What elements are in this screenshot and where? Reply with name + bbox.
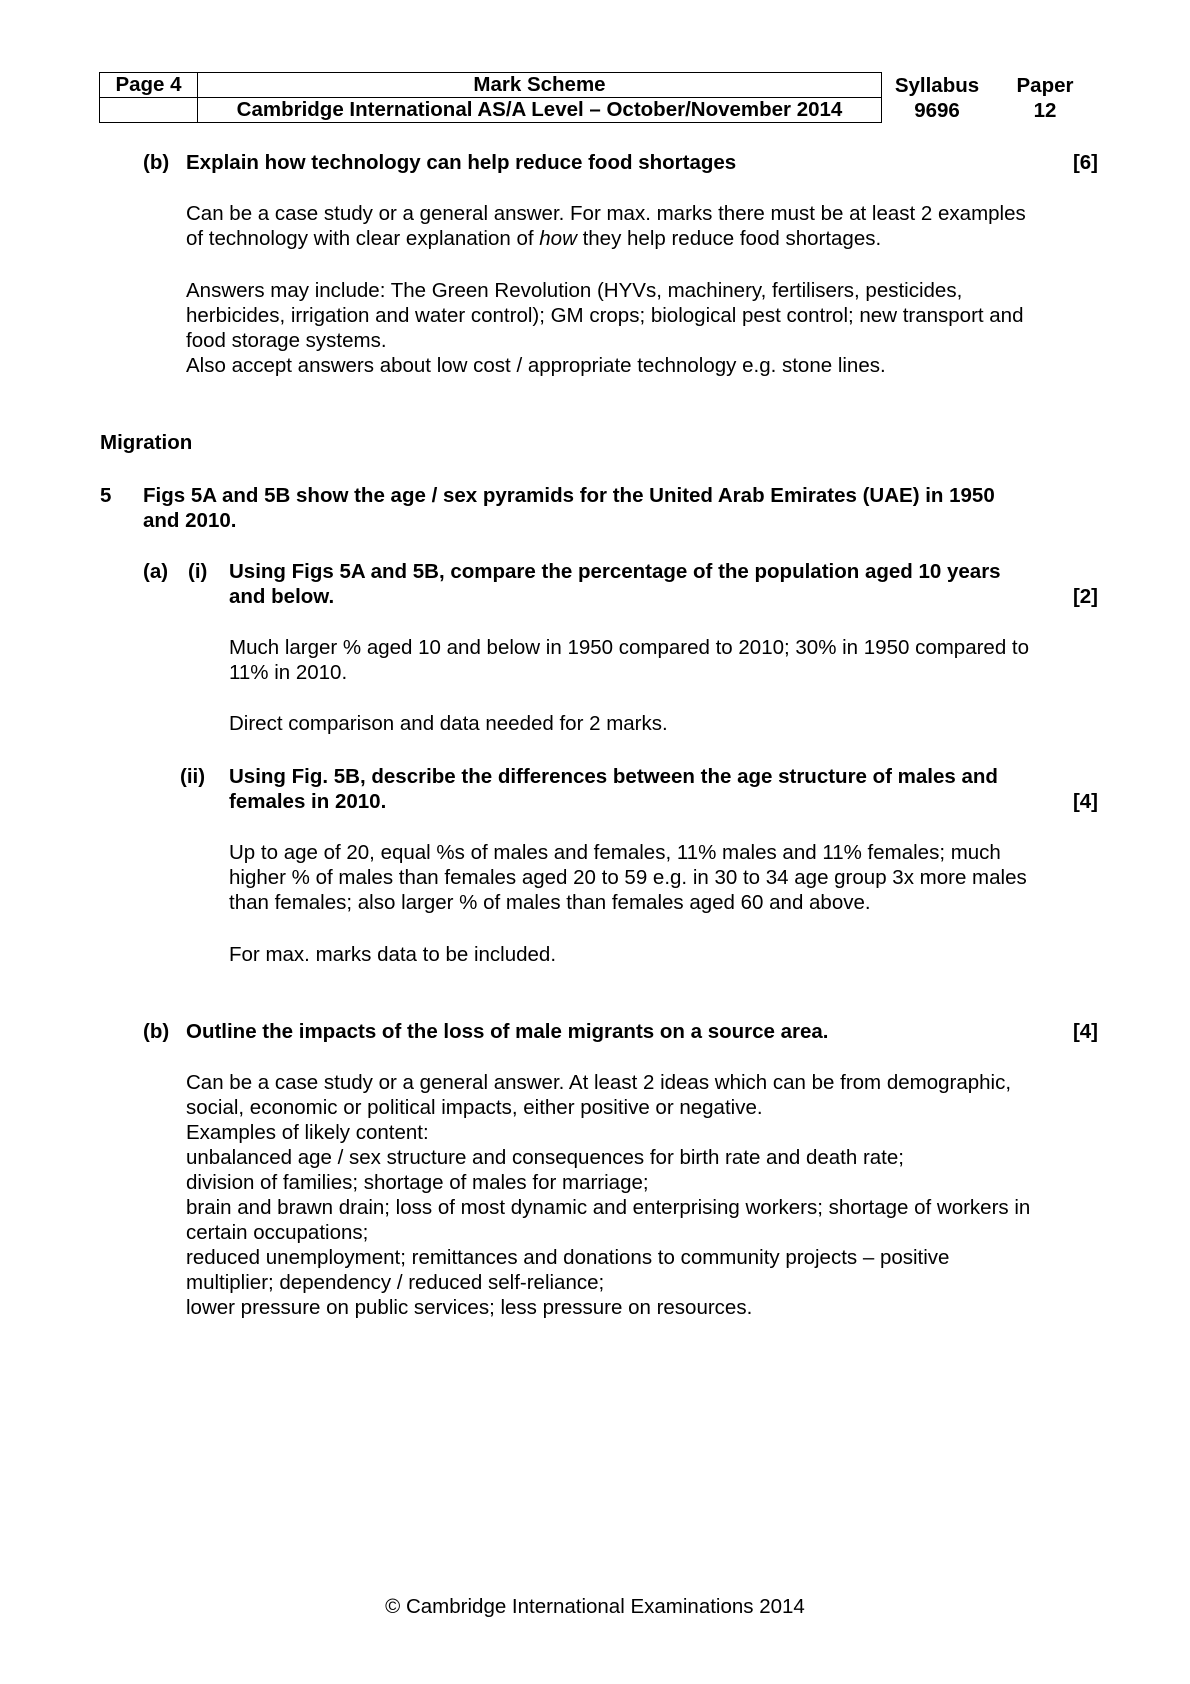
q5aii-label: (ii) xyxy=(180,765,206,788)
q4b-para2-line: food storage systems. xyxy=(186,329,387,352)
q5aii-question-line: Using Fig. 5B, describe the differences between the age structure of males and xyxy=(229,765,998,788)
q5ai-answer xyxy=(229,635,1029,685)
header-blank-cell xyxy=(100,98,198,123)
q5ai-marks: [2] xyxy=(1072,585,1098,608)
q4b-question: Explain how technology can help reduce food shortages xyxy=(186,151,737,174)
q4b-para1-pre: of technology with clear explanation of xyxy=(186,227,540,250)
q4b-para1-line1: Can be a case study or a general answer. For max. marks there must be at least 2 examples xyxy=(186,202,1026,225)
header-title: Mark Scheme xyxy=(198,73,882,98)
q5b-marks: [4] xyxy=(1072,1020,1098,1043)
q4b-para2-line: herbicides, irrigation and water control); GM crops; biological pest control; new transport and xyxy=(186,304,1024,327)
q5b-answer-line: lower pressure on public services; less pressure on resources. xyxy=(186,1296,753,1319)
syllabus-value: 9696 xyxy=(914,99,960,122)
header-table xyxy=(99,72,882,123)
q5aii-answer-line: Up to age of 20, equal %s of males and females, 11% males and 11% females; much xyxy=(229,841,1001,864)
q5b-answer-line: Can be a case study or a general answer. At least 2 ideas which can be from demographic, xyxy=(186,1071,1012,1094)
q4b-para1-line2 xyxy=(186,226,1026,251)
q5aii-question xyxy=(229,764,998,814)
q4b-para1-post: they help reduce food shortages. xyxy=(576,227,882,250)
q5aii-answer xyxy=(229,840,1027,915)
q4b-marks: [6] xyxy=(1072,151,1098,174)
q5ai-question-line: and below. xyxy=(229,585,335,608)
q5b-answer-line: social, economic or political impacts, either positive or negative. xyxy=(186,1096,763,1119)
q5b-answer-line: multiplier; dependency / reduced self-reliance; xyxy=(186,1271,605,1294)
q5aii-question-line: females in 2010. xyxy=(229,790,387,813)
q4b-label: (b) xyxy=(143,151,170,174)
q5ai-answer-line: Much larger % aged 10 and below in 1950 compared to 2010; 30% in 1950 compared to xyxy=(229,636,1030,659)
section-heading: Migration xyxy=(100,431,193,454)
q5ai-answer-line: 11% in 2010. xyxy=(229,661,348,684)
q5b-answer xyxy=(186,1070,1030,1320)
q5b-answer-line: brain and brawn drain; loss of most dynamic and enterprising workers; shortage of workers in xyxy=(186,1196,1031,1219)
q5ai-note: Direct comparison and data needed for 2 marks. xyxy=(229,712,668,735)
q5-stem-line: Figs 5A and 5B show the age / sex pyramids for the United Arab Emirates (UAE) in 1950 xyxy=(143,484,995,507)
q4b-para2-line: Also accept answers about low cost / appropriate technology e.g. stone lines. xyxy=(186,354,886,377)
q5ai-question xyxy=(229,559,1001,609)
q5b-label: (b) xyxy=(143,1020,170,1043)
header-subtitle: Cambridge International AS/A Level – October/November 2014 xyxy=(198,98,882,123)
syllabus-label: Syllabus xyxy=(894,74,980,97)
q5ai-label: (i) xyxy=(188,560,208,583)
q5aii-marks: [4] xyxy=(1072,790,1098,813)
paper-label: Paper xyxy=(1016,74,1074,97)
syllabus-block xyxy=(888,73,986,123)
q5ai-question-line: Using Figs 5A and 5B, compare the percentage of the population aged 10 years xyxy=(229,560,1001,583)
q5aii-answer-line: higher % of males than females aged 20 to 59 e.g. in 30 to 34 age group 3x more males xyxy=(229,866,1027,889)
q5-stem xyxy=(143,483,995,533)
q5b-answer-line: division of families; shortage of males for marriage; xyxy=(186,1171,649,1194)
q4b-para2 xyxy=(186,278,1024,378)
q4b-para1-emphasis: how xyxy=(539,227,577,250)
q5-stem-line: and 2010. xyxy=(143,509,237,532)
paper-block xyxy=(1003,73,1087,123)
q5b-answer-line: certain occupations; xyxy=(186,1221,369,1244)
q4b-para1 xyxy=(186,201,1026,251)
q5aii-answer-line: than females; also larger % of males than females aged 60 and above. xyxy=(229,891,871,914)
q5b-answer-line: unbalanced age / sex structure and consequences for birth rate and death rate; xyxy=(186,1146,904,1169)
footer-copyright: © Cambridge International Examinations 2014 xyxy=(385,1595,805,1618)
q5b-question: Outline the impacts of the loss of male migrants on a source area. xyxy=(186,1020,829,1043)
q5aii-note: For max. marks data to be included. xyxy=(229,943,557,966)
q5b-answer-line: reduced unemployment; remittances and donations to community projects – positive xyxy=(186,1246,950,1269)
paper-value: 12 xyxy=(1033,99,1057,122)
q5b-answer-line: Examples of likely content: xyxy=(186,1121,429,1144)
q5a-label: (a) xyxy=(143,560,169,583)
q4b-para2-line: Answers may include: The Green Revolution (HYVs, machinery, fertilisers, pesticides, xyxy=(186,279,963,302)
q5-number: 5 xyxy=(100,484,112,507)
page-number: Page 4 xyxy=(100,73,198,98)
